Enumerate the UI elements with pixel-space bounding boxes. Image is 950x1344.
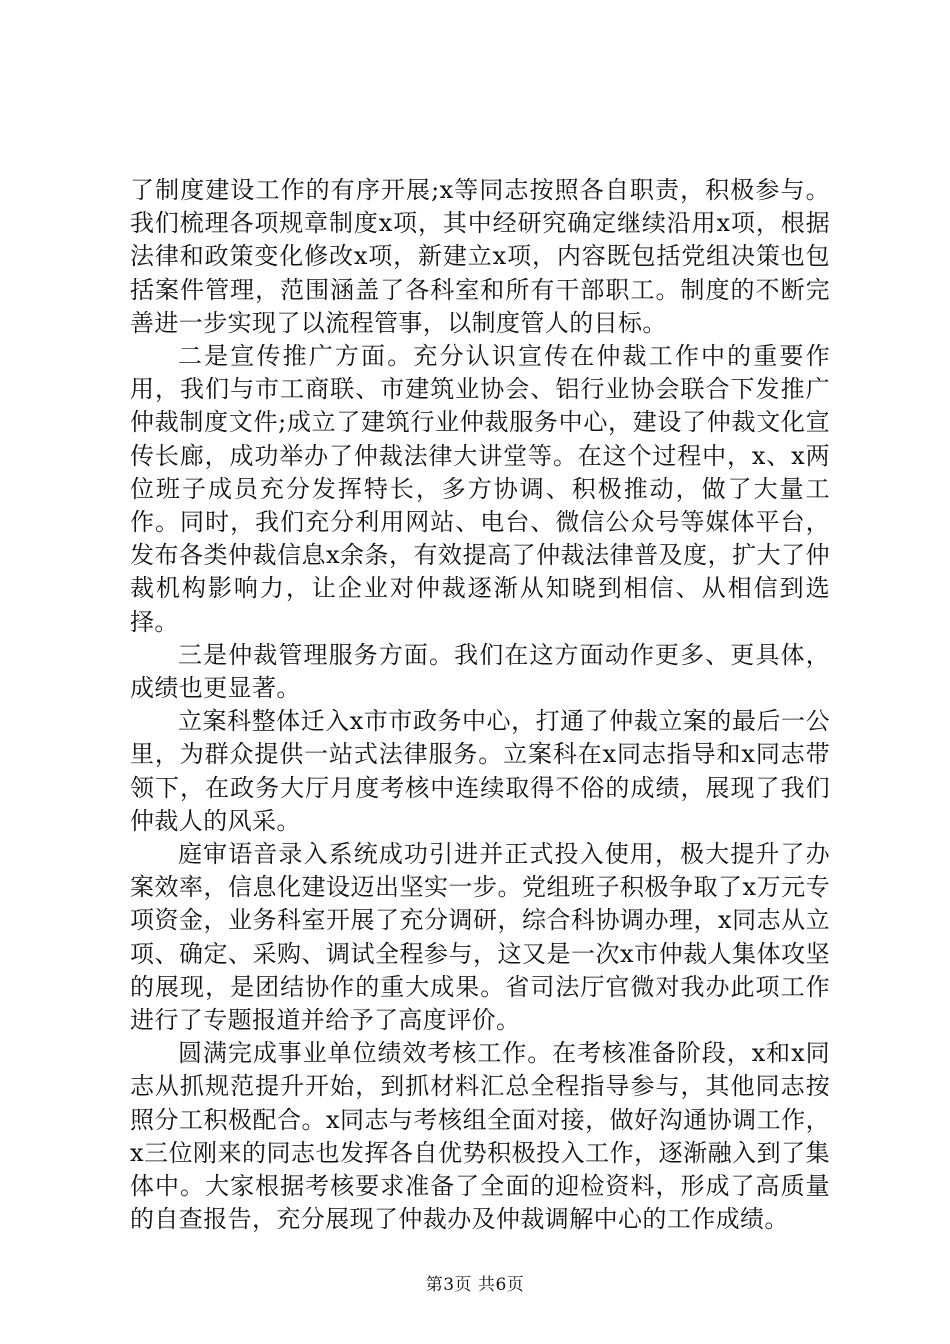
document-body: [130, 174, 830, 1237]
paragraph-publicity: 二是宣传推广方面。充分认识宣传在仲裁工作中的重要作用，我们与市工商联、市建筑业协会、铝行业协会联合下发推广仲裁制度文件;成立了建筑行业仲裁服务中心，建设了仲裁文化宣传长廊，成功举办了仲裁法律大讲堂等。在这个过程中，x、x两位班子成员充分发挥特长，多方协调、积极推动，做了大量工作。同时，我们充分利用网站、电台、微信公众号等媒体平台，发布各类仲裁信息x余条，有效提高了仲裁法律普及度，扩大了仲裁机构影响力，让企业对仲裁逐渐从知晓到相信、从相信到选择。: [130, 342, 830, 636]
paragraph-continued: 了制度建设工作的有序开展;x等同志按照各自职责，积极参与。我们梳理各项规章制度x项，其中经研究确定继续沿用x项，根据法律和政策变化修改x项，新建立x项，内容既包括党组决策也包括案件管理，范围涵盖了各科室和所有干部职工。制度的不断完善进一步实现了以流程管事，以制度管人的目标。: [130, 176, 830, 337]
paragraph-arbitration-service: 三是仲裁管理服务方面。我们在这方面动作更多、更具体，成绩也更显著。: [130, 640, 830, 703]
paragraph-filing-office: 立案科整体迁入x市市政务中心，打通了仲裁立案的最后一公里，为群众提供一站式法律服务。立案科在x同志指导和x同志带领下，在政务大厅月度考核中连续取得不俗的成绩，展现了我们仲裁人的风采。: [130, 707, 830, 835]
page-number-footer: 第3页 共6页: [425, 1275, 525, 1295]
paragraph-voice-system: 庭审语音录入系统成功引进并正式投入使用，极大提升了办案效率，信息化建设迈出坚实一步。党组班子积极争取了x万元专项资金，业务科室开展了充分调研，综合科协调办理，x同志从立项、确定、采购、调试全程参与，这又是一次x市仲裁人集体攻坚的展现，是团结协作的重大成果。省司法厅官微对我办此项工作进行了专题报道并给予了高度评价。: [130, 840, 830, 1035]
paragraph-performance-review: 圆满完成事业单位绩效考核工作。在考核准备阶段，x和x同志从抓规范提升开始，到抓材料汇总全程指导参与，其他同志按照分工积极配合。x同志与考核组全面对接，做好沟通协调工作，x三位刚来的同志也发挥各自优势积极投入工作，逐渐融入到了集体中。大家根据考核要求准备了全面的迎检资料，形成了高质量的自查报告，充分展现了仲裁办及仲裁调解中心的工作成绩。: [130, 1039, 830, 1234]
